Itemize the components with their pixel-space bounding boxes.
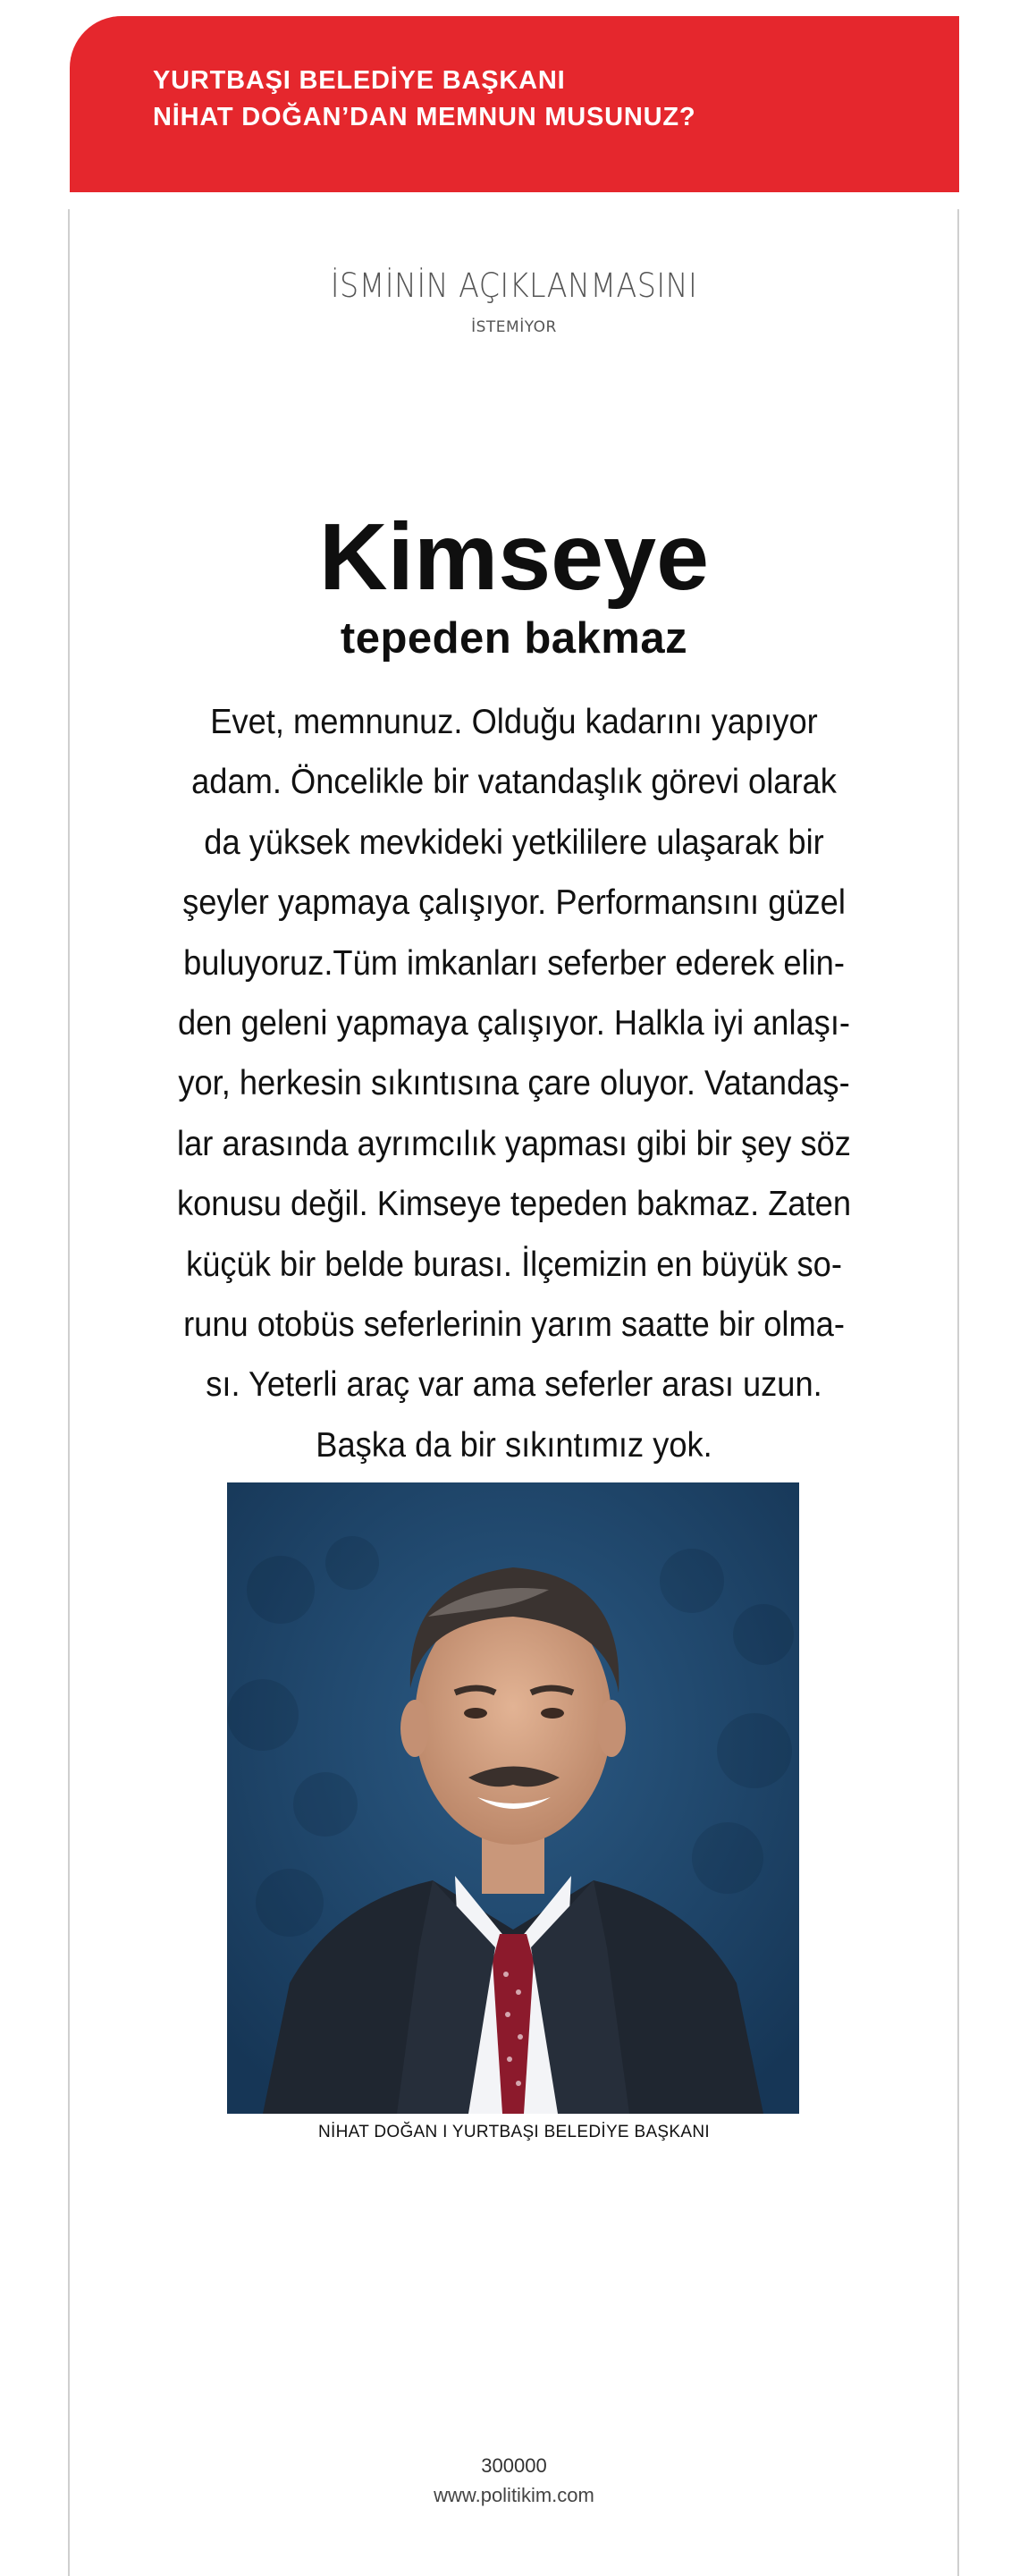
article-subheadline: tepeden bakmaz: [340, 614, 688, 663]
body-line: sı. Yeterli araç var ama seferler arası uzun.: [206, 1365, 822, 1405]
body-line: da yüksek mevkideki yetkililere ulaşarak bir: [204, 823, 824, 862]
mayor-portrait-photo: [227, 1482, 799, 2114]
header-title-line-1: YURTBAŞI BELEDİYE BAŞKANI: [153, 66, 566, 95]
body-line: den geleni yapmaya çalışıyor. Halkla iyi anlaşı-: [178, 1004, 850, 1043]
article-body: [121, 692, 907, 1475]
body-line: yor, herkesin sıkıntısına çare oluyor. Vatandaş-: [178, 1064, 850, 1103]
footer-count: 300000: [481, 2454, 547, 2477]
respondent-note: İSTEMİYOR: [471, 318, 557, 336]
body-line: Başka da bir sıkıntımız yok.: [316, 1425, 712, 1465]
body-line: küçük bir belde burası. İlçemizin en büyük so-: [186, 1245, 842, 1284]
body-line: runu otobüs seferlerinin yarım saatte bir olma-: [183, 1305, 845, 1345]
body-line: konusu değil. Kimseye tepeden bakmaz. Zaten: [176, 1185, 852, 1224]
portrait-illustration: [227, 1482, 799, 2114]
body-line: adam. Öncelikle bir vatandaşlık görevi olarak: [191, 763, 837, 802]
photo-caption: NİHAT DOĞAN I YURTBAŞI BELEDİYE BAŞKANI: [318, 2123, 710, 2141]
body-line: Evet, memnunuz. Olduğu kadarını yapıyor: [210, 703, 818, 741]
body-line: lar arasında ayrımcılık yapması gibi bir şey söz: [177, 1124, 851, 1163]
respondent-name: İSMİNİN AÇIKLANMASINI: [330, 266, 698, 305]
header-title-line-2: NİHAT DOĞAN’DAN MEMNUN MUSUNUZ?: [153, 103, 696, 131]
body-line: şeyler yapmaya çalışıyor. Performansını güzel: [182, 883, 846, 923]
header-banner: [70, 16, 959, 192]
body-line: buluyoruz.Tüm imkanları seferber ederek elin-: [183, 943, 845, 983]
footer-website-link[interactable]: www.politikim.com: [434, 2484, 594, 2506]
article-headline: Kimseye: [318, 504, 710, 610]
